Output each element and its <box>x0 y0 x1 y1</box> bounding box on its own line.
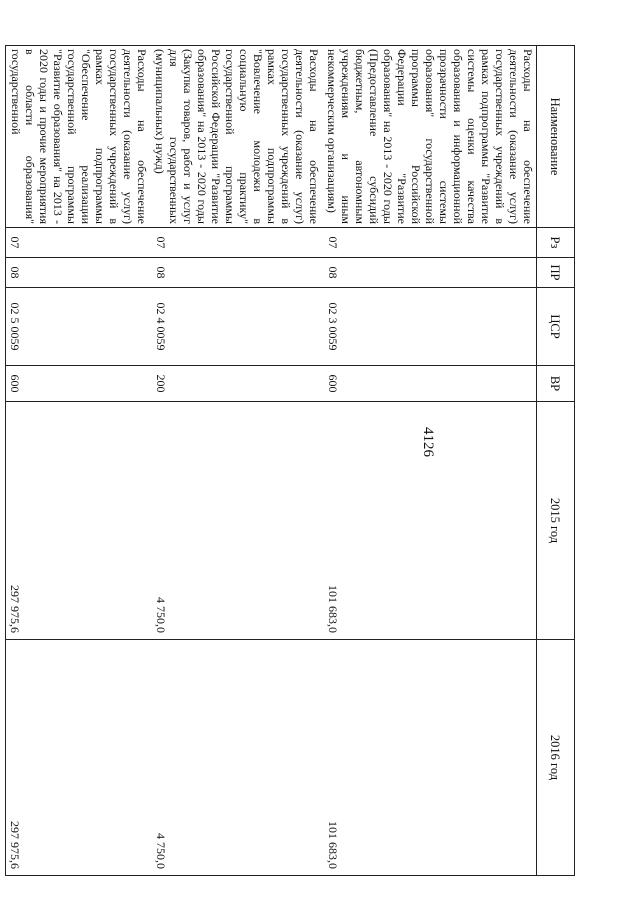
header-name: Наименование <box>537 46 575 228</box>
budget-table <box>5 45 575 876</box>
page-number: 4126 <box>420 427 436 457</box>
row-value-2016: 4 750,0 <box>150 640 322 876</box>
row-csr: 02 3 0059 <box>322 288 537 366</box>
row-value-2015: 4 750,0 <box>150 402 322 640</box>
row-rz: 07 <box>322 228 537 258</box>
row-csr: 02 4 0059 <box>150 288 322 366</box>
header-vr: ВР <box>537 366 575 402</box>
row-csr: 02 5 0059 <box>6 288 151 366</box>
row-rz: 07 <box>6 228 151 258</box>
row-vr: 600 <box>322 366 537 402</box>
header-pr: ПР <box>537 258 575 288</box>
header-row <box>537 46 575 876</box>
row-value-2015: 297 975,6 <box>6 402 151 640</box>
row-value-2016: 101 683,0 <box>322 640 537 876</box>
row-value-2016: 297 975,6 <box>6 640 151 876</box>
row-vr: 600 <box>6 366 151 402</box>
header-2015: 2015 год <box>537 402 575 640</box>
row-pr: 08 <box>322 258 537 288</box>
header-csr: ЦСР <box>537 288 575 366</box>
rotated-page <box>8 45 575 875</box>
header-rz: Рз <box>537 228 575 258</box>
table-row <box>150 46 322 876</box>
row-name: Расходы на обеспечение деятельности (оказание услуг) государственных учреждений в рамках подпрограммы "Вовлечение молодежи в социальную практику" государственной программы Российской Федерации "Развитие образования" на 2013 - 2020 годы (Закупка товаров, работ и услуг для государственных (муниципальных) нужд) <box>150 46 322 228</box>
row-pr: 08 <box>150 258 322 288</box>
row-vr: 200 <box>150 366 322 402</box>
header-2016: 2016 год <box>537 640 575 876</box>
row-rz: 07 <box>150 228 322 258</box>
table-row <box>6 46 151 876</box>
table-row <box>322 46 537 876</box>
row-name: Расходы на обеспечение деятельности (оказание услуг) государственных учреждений в рамках подпрограммы "Развитие системы оценки качества образования и информационной прозрачности системы образования" государственной программы Российской Федерации "Развитие образования" на 2013 - 2020 годы (Предоставление субсидий бюджетным, автономным учреждениям и иным некоммерческим организациям) <box>322 46 537 228</box>
row-value-2015: 101 683,0 <box>322 402 537 640</box>
row-pr: 08 <box>6 258 151 288</box>
row-name: Расходы на обеспечение деятельности (оказание услуг) государственных учреждений в рамках подпрограммы "Обеспечение реализации государственной программы "Развитие образования" на 2013 - 2020 годы и прочие мероприятия в области образования" государственной <box>6 46 151 228</box>
